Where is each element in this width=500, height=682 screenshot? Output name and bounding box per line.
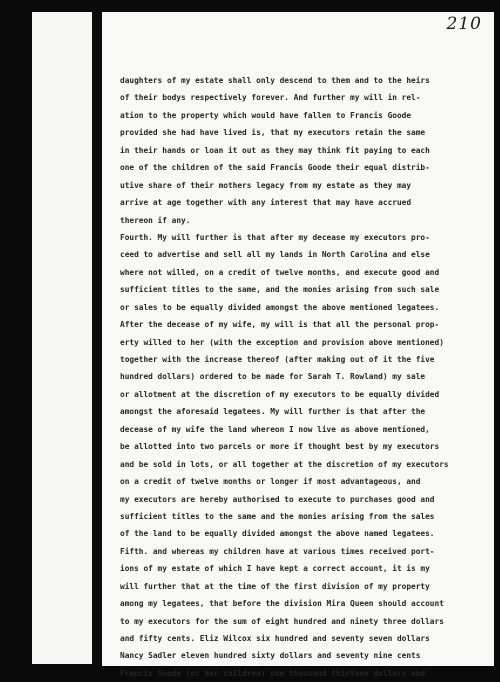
text-line: be allotted into two parcels or more if thought best by my executors [120,442,440,452]
text-line: sufficient titles to the same and the monies arising from the sales [120,511,435,521]
text-line: Fifth. and whereas my children have at various times received port- [120,546,435,556]
text-line: one of the children of the said Francis Goode their equal distrib- [120,163,430,173]
text-line: my executors are hereby authorised to execute to purchases good and [120,494,435,504]
text-line: or sales to be equally divided amongst the above mentioned legatees. [120,302,440,312]
text-line: and fifty cents. Eliz Wilcox six hundred and seventy seven dollars [120,634,430,643]
text-line: will further that at the time of the first division of my property [120,581,430,591]
text-line: hundred dollars) ordered to be made for Sarah T. Rowland) my sale [120,372,426,382]
text-line: daughters of my estate shall only descend to them and to the heirs [120,76,430,85]
text-line: ions of my estate of which I have kept a correct account, it is my [120,564,430,574]
text-line: thereon if any. [120,215,191,225]
text-line: erty willed to her (with the exception and provision above mentioned) [120,337,444,347]
binding-gutter [92,12,102,664]
text-line: on a credit of twelve months or longer if most advantageous, and [120,477,421,487]
text-line: ceed to advertise and sell all my lands in North Carolina and else [120,250,430,260]
text-line: After the decease of my wife, my will is that all the personal prop- [120,320,440,330]
text-line: sufficient titles to the same, and the monies arising from such sale [120,285,440,295]
text-line: arrive at age together with any interest that may have accrued [120,198,412,208]
text-line: together with the increase thereof (after making out of it the five [120,355,435,364]
text-line: among my legatees, that before the division Mira Queen should account [120,599,444,609]
document-page [102,12,494,678]
text-line: Fourth. My will further is that after my decease my executors pro- [120,232,430,242]
text-line: of the land to be equally divided amongst the above named legatees. [120,529,435,539]
text-line: ation to the property which would have fallen to Francis Goode [120,110,412,120]
text-line: and be sold in lots, or all together at the discretion of my executors [120,459,449,469]
body-text [120,72,488,682]
text-line: where not willed, on a credit of twelve months, and execute good and [120,267,440,277]
text-line: or allotment at the discretion of my executors to be equally divided [120,389,440,399]
text-line: Francis Goode (or her children) one thousand thirteen dollars and [120,668,426,678]
text-line: in their hands or loan it out as they may think fit paying to each [120,145,430,155]
page-number: 210 [446,14,482,34]
text-line: utive share of their mothers legacy from my estate as they may [120,180,412,190]
text-line: Nancy Sadler eleven hundred sixty dollars and seventy nine cents [120,651,421,661]
text-line: amongst the aforesaid legatees. My will further is that after the [120,407,426,417]
text-line: provided she had have lived is, that my executors retain the same [120,128,426,138]
text-line: decease of my wife the land whereon I now live as above mentioned, [120,424,430,434]
text-line: of their bodys respectively forever. And further my will in rel- [120,93,421,103]
facing-page-edge [32,12,92,664]
text-line: to my executors for the sum of eight hundred and ninety three dollars [120,616,444,626]
